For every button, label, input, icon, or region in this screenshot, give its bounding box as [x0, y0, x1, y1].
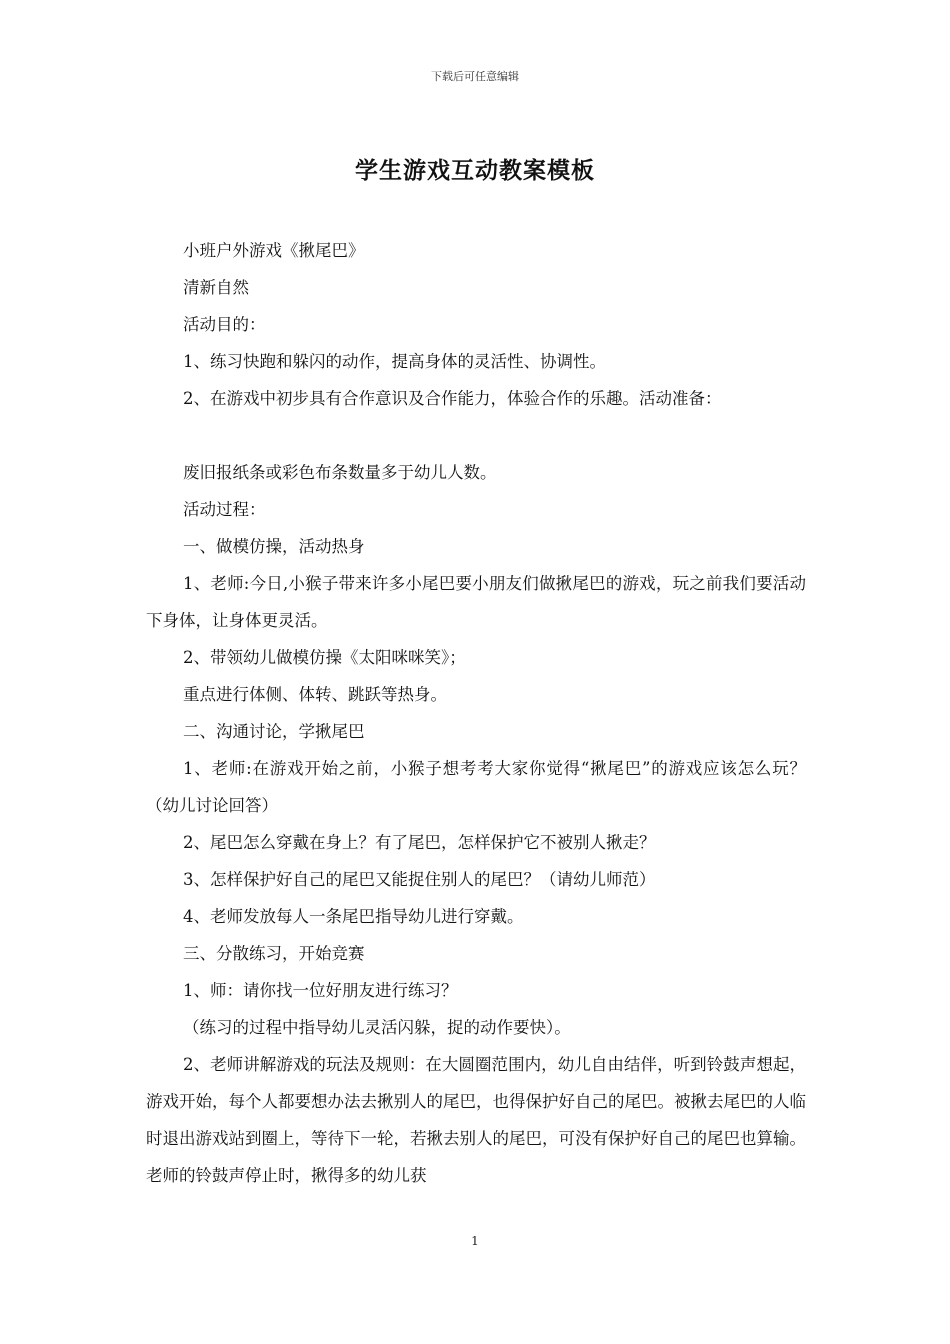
paragraph: （练习的过程中指导幼儿灵活闪躲，捉的动作要快）。: [183, 1018, 571, 1037]
paragraph: 1、老师:今日,小猴子带来许多小尾巴要小朋友们做揪尾巴的游戏，玩之前我们要活动下身体，让身体更灵活。: [146, 574, 806, 630]
paragraph: 4、老师发放每人一条尾巴指导幼儿进行穿戴。: [183, 907, 524, 926]
paragraph: 2、在游戏中初步具有合作意识及合作能力，体验合作的乐趣。活动准备：: [183, 389, 722, 408]
paragraph: 1、老师:在游戏开始之前，小猴子想考考大家你觉得“揪尾巴”的游戏应该怎么玩？（幼儿讨论回答）: [146, 759, 806, 815]
page-number: 1: [471, 1234, 479, 1248]
paragraph: 废旧报纸条或彩色布条数量多于幼儿人数。: [183, 463, 497, 482]
section-heading: 一、做模仿操，活动热身: [183, 537, 365, 556]
paragraph: 2、老师讲解游戏的玩法及规则：在大圆圈范围内，幼儿自由结伴，听到铃鼓声想起，游戏开始，每个人都要想办法去揪别人的尾巴，也得保护好自己的尾巴。被揪去尾巴的人临时退出游戏站到圈上，等待下一轮，若揪去别人的尾巴，可没有保护好自己的尾巴也算输。老师的铃鼓声停止时，揪得多的幼儿获: [146, 1055, 806, 1185]
paragraph: 3、怎样保护好自己的尾巴又能捉住别人的尾巴？（请幼儿师范）: [183, 870, 656, 889]
paragraph: 清新自然: [183, 278, 249, 297]
paragraph: 1、师：请你找一位好朋友进行练习？: [183, 981, 458, 1000]
document-body: [146, 232, 806, 1194]
paragraph: 2、带领幼儿做模仿操《太阳咪咪笑》；: [183, 648, 466, 667]
paragraph: 活动目的：: [183, 315, 266, 334]
paragraph: 1、练习快跑和躲闪的动作，提高身体的灵活性、协调性。: [183, 352, 606, 371]
paragraph: 小班户外游戏《揪尾巴》: [183, 241, 365, 260]
paragraph: 2、尾巴怎么穿戴在身上？有了尾巴，怎样保护它不被别人揪走？: [183, 833, 656, 852]
section-heading: 二、沟通讨论，学揪尾巴: [183, 722, 365, 741]
page-header-note: 下载后可任意编辑: [431, 70, 519, 83]
paragraph: 活动过程：: [183, 500, 266, 519]
section-heading: 三、分散练习，开始竞赛: [183, 944, 365, 963]
document-title: 学生游戏互动教案模板: [355, 158, 595, 184]
paragraph: 重点进行体侧、体转、跳跃等热身。: [183, 685, 447, 704]
